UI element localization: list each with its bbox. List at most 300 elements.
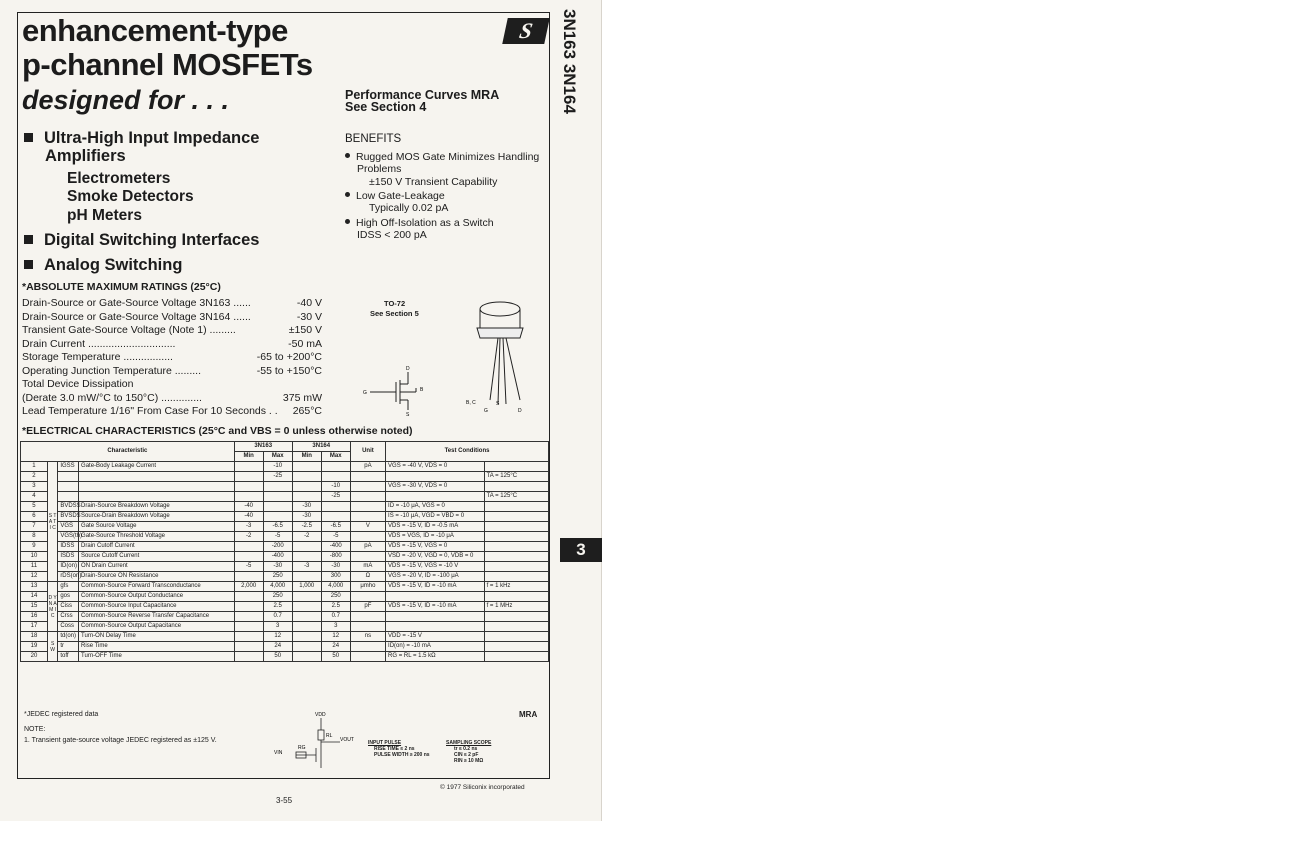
ec-row bbox=[21, 552, 549, 562]
ec-cell-b_max: -6.5 bbox=[321, 522, 350, 532]
benefit-3: High Off-Isolation as a Switch bbox=[345, 217, 494, 229]
rating-label: Operating Junction Temperature ......... bbox=[22, 364, 201, 377]
ec-cell-a_min bbox=[234, 542, 263, 552]
ec-table-wrap bbox=[20, 441, 549, 702]
side-part-numbers bbox=[556, 9, 580, 142]
ec-row bbox=[21, 632, 549, 642]
rating-value: ±150 V bbox=[288, 324, 322, 336]
ec-cell-a_min bbox=[234, 652, 263, 662]
feature-1-sub-1: Electrometers bbox=[67, 170, 171, 187]
ec-cell-cond: VDS = -15 V, ID = -0.5 mA bbox=[386, 522, 485, 532]
rating-label: (Derate 3.0 mW/°C to 150°C) .............. bbox=[22, 391, 202, 404]
ec-cell-cond2 bbox=[484, 612, 548, 622]
ec-cell-a_min bbox=[234, 552, 263, 562]
ec-cell-unit bbox=[350, 652, 385, 662]
ec-cell-a_max: -400 bbox=[263, 552, 292, 562]
ec-cell-b_min bbox=[292, 552, 321, 562]
ec-cell-b_min: -2.5 bbox=[292, 522, 321, 532]
ec-cell-cond: VGS = -40 V, VDS = 0 bbox=[386, 462, 485, 472]
ec-cell-unit bbox=[350, 512, 385, 522]
ec-cell-sym bbox=[58, 482, 79, 492]
ec-cell-cond bbox=[386, 592, 485, 602]
ec-row bbox=[21, 482, 549, 492]
pkg-pin-g: G bbox=[484, 408, 488, 414]
ec-cell-unit bbox=[350, 502, 385, 512]
ec-cell-b_min bbox=[292, 572, 321, 582]
ec-cell-sym: gos bbox=[58, 592, 79, 602]
col-unit: Unit bbox=[350, 442, 385, 462]
ec-cell-cond2: f = 1 kHz bbox=[484, 582, 548, 592]
ec-cell-desc: Source Cutoff Current bbox=[79, 552, 235, 562]
ec-cell-cond: ID(on) = -10 mA bbox=[386, 642, 485, 652]
ec-cell-a_min bbox=[234, 592, 263, 602]
switching-test-circuit bbox=[270, 708, 360, 772]
ec-cell-b_min: -30 bbox=[292, 512, 321, 522]
feature-2: Digital Switching Interfaces bbox=[24, 230, 259, 250]
rating-label: Lead Temperature 1/16" From Case For 10 Seconds . . bbox=[22, 405, 278, 417]
ec-cell-b_min bbox=[292, 462, 321, 472]
ec-cell-a_min bbox=[234, 612, 263, 622]
ec-cell-n: 20 bbox=[21, 652, 48, 662]
ec-cell-desc: Common-Source Reverse Transfer Capacitance bbox=[79, 612, 235, 622]
ec-cell-a_min bbox=[234, 572, 263, 582]
ec-cell-desc: Common-Source Output Conductance bbox=[79, 592, 235, 602]
ec-cell-b_max: 50 bbox=[321, 652, 350, 662]
rating-value: -50 mA bbox=[288, 337, 322, 350]
ec-cell-cond2: TA = 125°C bbox=[484, 472, 548, 482]
rating-value: -30 V bbox=[296, 310, 322, 323]
bullet-icon bbox=[24, 260, 33, 269]
pkg-pin-bc: B, C bbox=[466, 400, 476, 406]
ec-cell-cond: VDS = -15 V, VGS = -10 V bbox=[386, 562, 485, 572]
ec-cell-a_max: 12 bbox=[263, 632, 292, 642]
ec-cell-a_max: -5 bbox=[263, 532, 292, 542]
ec-cell-unit bbox=[350, 552, 385, 562]
pin-s-label: S bbox=[406, 412, 410, 418]
ec-cell-b_min bbox=[292, 642, 321, 652]
ec-cell-a_max: 50 bbox=[263, 652, 292, 662]
ec-row bbox=[21, 582, 549, 592]
ec-cell-cond bbox=[386, 612, 485, 622]
ec-cell-unit: V bbox=[350, 522, 385, 532]
ratings-list bbox=[22, 297, 322, 419]
vout-label: VOUT bbox=[340, 737, 354, 743]
vin-label: VIN bbox=[274, 750, 283, 756]
ec-cell-sym: IGSS bbox=[58, 462, 79, 472]
ec-cell-cond: VSD = -20 V, VGD = 0, VDB = 0 bbox=[386, 552, 485, 562]
section-tab: 3 bbox=[560, 538, 602, 562]
ec-cell-a_min bbox=[234, 632, 263, 642]
ec-cell-cond: VGS = -30 V, VDS = 0 bbox=[386, 482, 485, 492]
rating-row bbox=[22, 311, 322, 324]
ec-cell-b_max bbox=[321, 512, 350, 522]
jedec-note: *JEDEC registered data bbox=[24, 711, 99, 718]
ec-cell-a_max: 2.5 bbox=[263, 602, 292, 612]
ec-cell-sym: td(on) bbox=[58, 632, 79, 642]
ec-cell-desc: Source-Drain Breakdown Voltage bbox=[79, 512, 235, 522]
ec-cell-desc: Common-Source Output Capacitance bbox=[79, 622, 235, 632]
rating-row bbox=[22, 365, 322, 378]
note-1: 1. Transient gate-source voltage JEDEC registered as ±125 V. bbox=[24, 737, 217, 744]
ec-cell-cond2 bbox=[484, 502, 548, 512]
ec-cell-b_min bbox=[292, 612, 321, 622]
input-pulse-box bbox=[368, 740, 430, 758]
ec-cell-desc: Drain-Source Breakdown Voltage bbox=[79, 502, 235, 512]
ec-cell-b_min bbox=[292, 602, 321, 612]
ec-cell-sym: gfs bbox=[58, 582, 79, 592]
bullet-dot-icon bbox=[345, 192, 350, 197]
rg-label: RG bbox=[298, 745, 306, 751]
ec-cell-desc: Common-Source Forward Transconductance bbox=[79, 582, 235, 592]
ec-cell-n: 19 bbox=[21, 642, 48, 652]
col-3n164: 3N164 bbox=[292, 442, 350, 452]
ec-cell-unit: ns bbox=[350, 632, 385, 642]
ec-cell-b_max: -30 bbox=[321, 562, 350, 572]
ec-cell-sym bbox=[58, 492, 79, 502]
ec-cell-sym: Crss bbox=[58, 612, 79, 622]
ec-row bbox=[21, 602, 549, 612]
rating-label: Transient Gate-Source Voltage (Note 1) ......... bbox=[22, 324, 236, 336]
ec-cell-unit bbox=[350, 612, 385, 622]
ec-cell-desc: Drain-Source ON Resistance bbox=[79, 572, 235, 582]
pkg-pin-s: S bbox=[496, 401, 500, 407]
ec-cell-sym: Coss bbox=[58, 622, 79, 632]
ec-cell-n: 15 bbox=[21, 602, 48, 612]
ec-cell-sym: toff bbox=[58, 652, 79, 662]
ec-cell-unit bbox=[350, 472, 385, 482]
ec-cell-b_min bbox=[292, 472, 321, 482]
ec-cell-b_max: -800 bbox=[321, 552, 350, 562]
col-3n163: 3N163 bbox=[234, 442, 292, 452]
ec-cell-unit bbox=[350, 642, 385, 652]
siliconix-logo: S bbox=[502, 18, 550, 44]
copyright: © 1977 Siliconix incorporated bbox=[440, 784, 525, 791]
page-edge bbox=[601, 0, 602, 821]
scope-l1: tr ≤ 0.2 ns bbox=[454, 746, 478, 752]
ec-cell-cond2 bbox=[484, 552, 548, 562]
ec-cell-cond: VDD = -15 V bbox=[386, 632, 485, 642]
title-line-3: designed for . . . bbox=[22, 85, 230, 115]
performance-section-ref: See Section 4 bbox=[345, 100, 427, 114]
benefit-1: Rugged MOS Gate Minimizes Handling bbox=[345, 151, 539, 163]
ec-cell-cond2 bbox=[484, 592, 548, 602]
ec-cell-cond: VDS = -15 V, ID = -10 mA bbox=[386, 582, 485, 592]
ec-row bbox=[21, 512, 549, 522]
ec-cell-a_max: 0.7 bbox=[263, 612, 292, 622]
feature-1: Ultra-High Input Impedance bbox=[24, 128, 259, 148]
rating-label: Drain-Source or Gate-Source Voltage 3N163 ...... bbox=[22, 297, 251, 309]
ec-cell-sym bbox=[58, 472, 79, 482]
ec-cell-b_max: 0.7 bbox=[321, 612, 350, 622]
benefit-3-line2: IDSS < 200 pA bbox=[357, 229, 427, 241]
ec-row bbox=[21, 522, 549, 532]
feature-3: Analog Switching bbox=[24, 255, 182, 275]
ec-cell-n: 4 bbox=[21, 492, 48, 502]
ec-cell-n: 5 bbox=[21, 502, 48, 512]
feature-1-sub-3: pH Meters bbox=[67, 207, 142, 224]
ec-cell-cond2: f = 1 MHz bbox=[484, 602, 548, 612]
performance-curves-ref: Performance Curves MRA bbox=[345, 88, 500, 102]
ec-cell-n: 9 bbox=[21, 542, 48, 552]
ec-cell-unit: pA bbox=[350, 462, 385, 472]
rating-value: -40 V bbox=[296, 297, 322, 309]
can-top bbox=[480, 302, 520, 316]
ec-cell-n: 16 bbox=[21, 612, 48, 622]
input-pulse-title: INPUT PULSE bbox=[368, 740, 402, 746]
ec-row bbox=[21, 492, 549, 502]
ec-row bbox=[21, 562, 549, 572]
scope-l3: RIN ≥ 10 MΩ bbox=[454, 758, 484, 764]
ec-cell-desc bbox=[79, 492, 235, 502]
col-min-a: Min bbox=[234, 452, 263, 462]
rating-row bbox=[22, 378, 322, 391]
ec-cell-cond: IS = -10 μA, VGD = VBD = 0 bbox=[386, 512, 485, 522]
ec-cell-cond2: TA = 125°C bbox=[484, 492, 548, 502]
rating-value: 375 mW bbox=[282, 391, 322, 404]
ec-cell-desc bbox=[79, 472, 235, 482]
rl-label: RL bbox=[326, 733, 333, 739]
bullet-icon bbox=[24, 235, 33, 244]
ec-cell-sym: BVSDS bbox=[58, 512, 79, 522]
ec-cell-b_max: 300 bbox=[321, 572, 350, 582]
ec-cell-desc: Turn-ON Delay Time bbox=[79, 632, 235, 642]
package-name: TO-72 bbox=[384, 299, 406, 308]
ec-cell-sym: ID(on) bbox=[58, 562, 79, 572]
ec-cell-desc bbox=[79, 482, 235, 492]
scope-title: SAMPLING SCOPE bbox=[446, 740, 492, 746]
note-heading: NOTE: bbox=[24, 726, 46, 733]
ec-cell-unit: Ω bbox=[350, 572, 385, 582]
ec-cell-a_max: -6.5 bbox=[263, 522, 292, 532]
ec-cell-b_max bbox=[321, 462, 350, 472]
ec-cell-unit: pF bbox=[350, 602, 385, 612]
rating-row bbox=[22, 392, 322, 405]
ec-cell-b_max: -25 bbox=[321, 492, 350, 502]
col-characteristic: Characteristic bbox=[21, 442, 235, 462]
ec-cell-cond2 bbox=[484, 572, 548, 582]
ec-cell-b_max bbox=[321, 502, 350, 512]
ec-cell-b_max: 250 bbox=[321, 592, 350, 602]
ec-cell-cond: VDS = -15 V, VGS = 0 bbox=[386, 542, 485, 552]
ec-cell-unit bbox=[350, 532, 385, 542]
ec-cell-cond2 bbox=[484, 632, 548, 642]
ec-cell-b_min: -2 bbox=[292, 532, 321, 542]
ec-cell-a_min: -2 bbox=[234, 532, 263, 542]
feature-1-sub-2: Smoke Detectors bbox=[67, 188, 194, 205]
ec-group-static: S T A T I C bbox=[47, 462, 57, 582]
ec-cell-n: 14 bbox=[21, 592, 48, 602]
ec-cell-cond2 bbox=[484, 522, 548, 532]
package-drawing bbox=[360, 292, 540, 418]
ec-cell-cond2 bbox=[484, 542, 548, 552]
rating-label: Storage Temperature ................. bbox=[22, 351, 173, 363]
ec-cell-cond2 bbox=[484, 622, 548, 632]
rating-label: Drain Current .............................. bbox=[22, 337, 176, 350]
ec-cell-b_max: -10 bbox=[321, 482, 350, 492]
ec-cell-a_max bbox=[263, 512, 292, 522]
ec-cell-a_max: 250 bbox=[263, 572, 292, 582]
rating-value: 265°C bbox=[292, 405, 322, 417]
ratings-heading: *ABSOLUTE MAXIMUM RATINGS (25°C) bbox=[22, 281, 221, 293]
ec-cell-unit bbox=[350, 622, 385, 632]
ec-cell-a_max bbox=[263, 482, 292, 492]
ec-cell-a_min bbox=[234, 462, 263, 472]
rating-row bbox=[22, 338, 322, 351]
ec-row bbox=[21, 462, 549, 472]
ec-cell-b_max: 12 bbox=[321, 632, 350, 642]
input-pulse-l1: RISE TIME ≤ 2 ns bbox=[374, 746, 415, 752]
ec-cell-sym: IDSS bbox=[58, 542, 79, 552]
benefits-heading: BENEFITS bbox=[345, 133, 402, 145]
ec-cell-n: 1 bbox=[21, 462, 48, 472]
ec-cell-sym: BVDSS bbox=[58, 502, 79, 512]
ec-cell-unit bbox=[350, 592, 385, 602]
ec-cell-n: 11 bbox=[21, 562, 48, 572]
ec-cell-cond: ID = -10 μA, VGS = 0 bbox=[386, 502, 485, 512]
ec-cell-sym: VGS(th) bbox=[58, 532, 79, 542]
title-line-2: p-channel MOSFETs bbox=[22, 47, 313, 82]
ec-cell-b_max: -5 bbox=[321, 532, 350, 542]
ec-cell-cond2 bbox=[484, 642, 548, 652]
pkg-pin-d: D bbox=[518, 408, 522, 414]
ec-cell-sym: Ciss bbox=[58, 602, 79, 612]
benefit-2: Low Gate-Leakage bbox=[345, 190, 445, 202]
ec-cell-b_max: 24 bbox=[321, 642, 350, 652]
ec-cell-cond: VDS = VGS, ID = -10 μA bbox=[386, 532, 485, 542]
ec-cell-a_min bbox=[234, 492, 263, 502]
ec-cell-cond: VDS = -15 V, ID = -10 mA bbox=[386, 602, 485, 612]
ec-cell-cond bbox=[386, 492, 485, 502]
benefit-1-line3: ±150 V Transient Capability bbox=[369, 176, 498, 188]
ec-row bbox=[21, 612, 549, 622]
ec-cell-b_min bbox=[292, 622, 321, 632]
ec-cell-a_max: 4,000 bbox=[263, 582, 292, 592]
ec-row bbox=[21, 472, 549, 482]
ec-cell-b_min: -30 bbox=[292, 502, 321, 512]
ec-cell-b_min bbox=[292, 492, 321, 502]
ec-cell-sym: ISDS bbox=[58, 552, 79, 562]
input-pulse-l2: PULSE WIDTH ≥ 200 ns bbox=[374, 752, 430, 758]
ec-cell-cond2 bbox=[484, 512, 548, 522]
ec-group-switching: S W bbox=[47, 632, 57, 662]
col-max-b: Max bbox=[321, 452, 350, 462]
ec-cell-unit bbox=[350, 492, 385, 502]
ec-cell-a_max: -10 bbox=[263, 462, 292, 472]
bullet-dot-icon bbox=[345, 219, 350, 224]
ec-cell-a_min bbox=[234, 602, 263, 612]
ec-cell-b_min bbox=[292, 632, 321, 642]
rating-value: -65 to +200°C bbox=[256, 351, 322, 363]
ec-cell-a_max bbox=[263, 502, 292, 512]
ec-cell-a_max: 24 bbox=[263, 642, 292, 652]
ec-row bbox=[21, 532, 549, 542]
ec-row bbox=[21, 652, 549, 662]
ec-cell-cond2 bbox=[484, 562, 548, 572]
rating-row bbox=[22, 405, 322, 418]
ec-cell-a_min: -3 bbox=[234, 522, 263, 532]
mra-label: MRA bbox=[519, 710, 538, 719]
ec-cell-a_max: 250 bbox=[263, 592, 292, 602]
ec-cell-a_max: -25 bbox=[263, 472, 292, 482]
side-part-numbers-text: 3N163 3N164 bbox=[560, 9, 579, 114]
ec-cell-unit: mA bbox=[350, 562, 385, 572]
ec-cell-a_min: -40 bbox=[234, 502, 263, 512]
rating-row bbox=[22, 324, 322, 337]
sampling-scope-box bbox=[446, 740, 491, 764]
feature-1-cont: Amplifiers bbox=[45, 147, 126, 165]
ec-cell-b_min bbox=[292, 542, 321, 552]
ec-cell-cond: VGS = -20 V, ID = -100 μA bbox=[386, 572, 485, 582]
ec-cell-desc: ON Drain Current bbox=[79, 562, 235, 572]
ec-cell-cond2 bbox=[484, 532, 548, 542]
ec-cell-cond: RG = RL = 1.5 kΩ bbox=[386, 652, 485, 662]
ec-cell-sym: tr bbox=[58, 642, 79, 652]
ec-cell-n: 2 bbox=[21, 472, 48, 482]
col-min-b: Min bbox=[292, 452, 321, 462]
ec-cell-b_min bbox=[292, 482, 321, 492]
col-max-a: Max bbox=[263, 452, 292, 462]
ec-cell-desc: Common-Source Input Capacitance bbox=[79, 602, 235, 612]
ec-row bbox=[21, 642, 549, 652]
ec-row bbox=[21, 592, 549, 602]
ec-cell-n: 17 bbox=[21, 622, 48, 632]
benefit-2-line2: Typically 0.02 pA bbox=[369, 202, 449, 214]
pin-d-label: D bbox=[406, 366, 410, 372]
ec-cell-desc: Drain Cutoff Current bbox=[79, 542, 235, 552]
ec-cell-cond2 bbox=[484, 462, 548, 472]
ec-cell-n: 6 bbox=[21, 512, 48, 522]
ec-cell-cond2 bbox=[484, 652, 548, 662]
vdd-label: VDD bbox=[315, 712, 326, 718]
ec-cell-a_max: -200 bbox=[263, 542, 292, 552]
ec-row bbox=[21, 542, 549, 552]
ec-cell-n: 10 bbox=[21, 552, 48, 562]
pin-b-label: B bbox=[420, 387, 424, 393]
ec-cell-sym: rDS(on) bbox=[58, 572, 79, 582]
ec-table bbox=[20, 441, 549, 662]
ec-cell-desc: Rise Time bbox=[79, 642, 235, 652]
ec-cell-desc: Turn-OFF Time bbox=[79, 652, 235, 662]
ec-cell-n: 18 bbox=[21, 632, 48, 642]
rating-row bbox=[22, 297, 322, 310]
bullet-icon bbox=[24, 133, 33, 142]
ec-cell-n: 8 bbox=[21, 532, 48, 542]
ec-cell-unit: pA bbox=[350, 542, 385, 552]
rating-value: -55 to +150°C bbox=[256, 364, 322, 377]
ec-cell-cond bbox=[386, 472, 485, 482]
ec-cell-b_max bbox=[321, 472, 350, 482]
ec-cell-b_max: 4,000 bbox=[321, 582, 350, 592]
ec-cell-b_max: -400 bbox=[321, 542, 350, 552]
ec-cell-a_min bbox=[234, 482, 263, 492]
ec-cell-desc: Gate-Source Threshold Voltage bbox=[79, 532, 235, 542]
ec-row bbox=[21, 572, 549, 582]
ec-cell-desc: Gate Source Voltage bbox=[79, 522, 235, 532]
ec-cell-a_min bbox=[234, 472, 263, 482]
ec-row bbox=[21, 622, 549, 632]
ec-cell-desc: Gate-Body Leakage Current bbox=[79, 462, 235, 472]
bullet-dot-icon bbox=[345, 153, 350, 158]
ec-cell-a_max: 3 bbox=[263, 622, 292, 632]
rating-label: Total Device Dissipation bbox=[22, 378, 134, 390]
ec-cell-sym: VGS bbox=[58, 522, 79, 532]
ec-cell-unit: μmho bbox=[350, 582, 385, 592]
ec-cell-a_max bbox=[263, 492, 292, 502]
ec-cell-n: 7 bbox=[21, 522, 48, 532]
ec-cell-cond bbox=[386, 622, 485, 632]
title-line-1: enhancement-type bbox=[22, 13, 288, 48]
ec-cell-a_min: 2,000 bbox=[234, 582, 263, 592]
